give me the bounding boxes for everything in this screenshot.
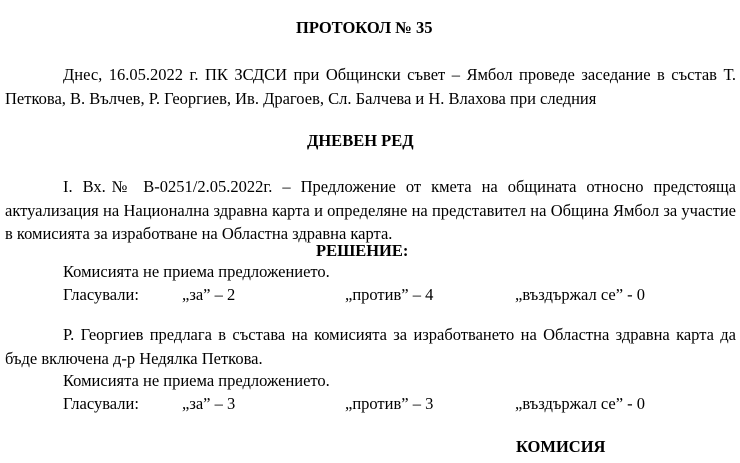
vote-2-against: „против” – 3 (345, 394, 434, 413)
vote-1-result: Комисията не приема предложението. (63, 262, 330, 281)
vote-1-against: „против” – 4 (345, 285, 434, 304)
signature-heading: КОМИСИЯ (516, 437, 606, 456)
vote-1-abstain: „въздържал се” - 0 (515, 285, 646, 304)
vote-1-for: „за” – 2 (182, 285, 236, 304)
vote-2-abstain: „въздържал се” - 0 (515, 394, 646, 413)
decision-heading: РЕШЕНИЕ: (316, 241, 409, 260)
vote-2-label: Гласували: (63, 394, 139, 413)
vote-2-result: Комисията не приема предложението. (63, 371, 330, 390)
proposal-paragraph: Р. Георгиев предлага в състава на комисията за изработването на Областна здравна карта да бъде включена д-р Недялка Петкова. (5, 325, 736, 368)
agenda-heading: ДНЕВЕН РЕД (307, 131, 414, 150)
protocol-title: ПРОТОКОЛ № 35 (296, 18, 433, 37)
vote-2-for: „за” – 3 (182, 394, 236, 413)
intro-paragraph: Днес, 16.05.2022 г. ПК ЗСДСИ при Общински съвет – Ямбол проведе заседание в състав Т. Петкова, В. Вълчев, Р. Георгиев, Ив. Драгоев, Сл. Балчева и Н. Влахова при следния (5, 65, 736, 108)
agenda-item-1: I. Вх.№ В-0251/2.05.2022г. – Предложение от кмета на общината относно предстояща актуализация на Национална здравна карта и определяне на представител на Община Ямбол за участие в комисията за изработване на Областна здравна карта. (5, 177, 736, 243)
vote-1-label: Гласували: (63, 285, 139, 304)
